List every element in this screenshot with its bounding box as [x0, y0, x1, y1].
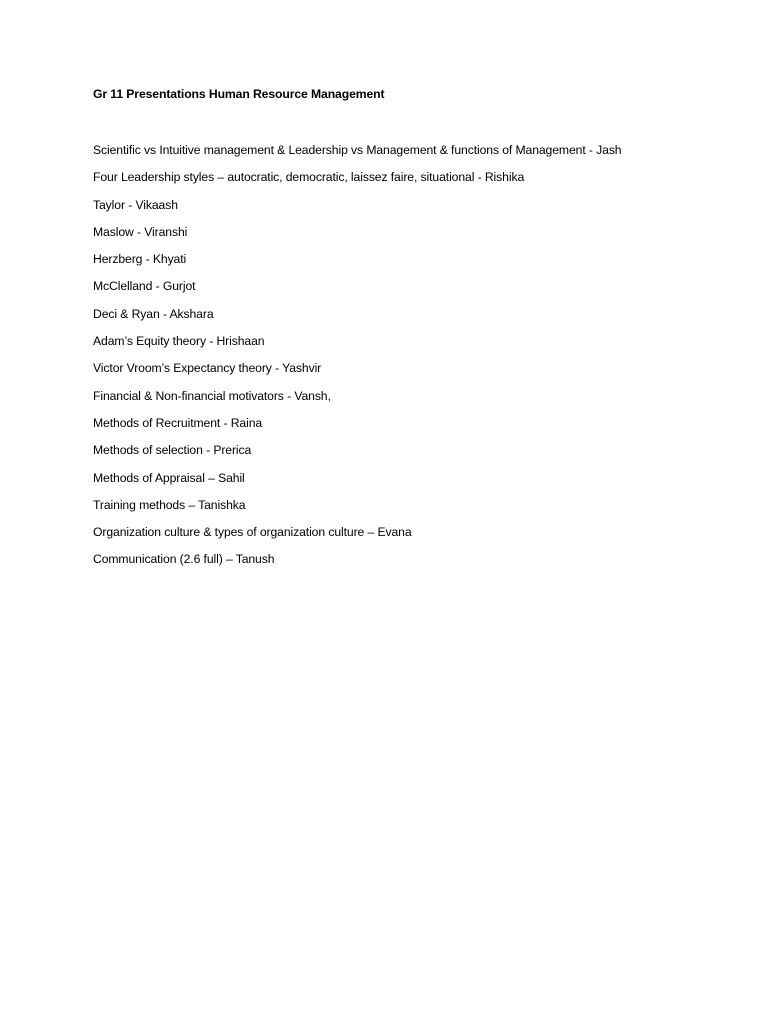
topic-item: Taylor - Vikaash	[93, 197, 178, 212]
topic-item: Victor Vroom’s Expectancy theory - Yashvir	[93, 361, 322, 376]
topic-item: Methods of Appraisal – Sahil	[93, 470, 245, 485]
document-title: Gr 11 Presentations Human Resource Management	[93, 87, 385, 101]
topic-item: McClelland - Gurjot	[93, 279, 196, 294]
topic-item: Herzberg - Khyati	[93, 252, 187, 267]
topic-item: Deci & Ryan - Akshara	[93, 306, 214, 321]
topic-item: Organization culture & types of organization culture – Evana	[93, 525, 412, 540]
topic-item: Scientific vs Intuitive management & Leadership vs Management & functions of Management - Jash	[93, 143, 622, 157]
topic-item: Methods of Recruitment - Raina	[93, 415, 263, 430]
topic-item: Communication (2.6 full) – Tanush	[93, 552, 275, 567]
topic-item: Methods of selection - Prerica	[93, 443, 252, 458]
topic-list	[93, 142, 622, 579]
topic-item: Four Leadership styles – autocratic, democratic, laissez faire, situational - Rishika	[93, 170, 525, 185]
topic-item: Maslow - Viranshi	[93, 224, 188, 239]
topic-item: Financial & Non-financial motivators - Vansh,	[93, 388, 331, 403]
topic-item: Training methods – Tanishka	[93, 497, 246, 512]
topic-item: Adam’s Equity theory - Hrishaan	[93, 334, 265, 349]
